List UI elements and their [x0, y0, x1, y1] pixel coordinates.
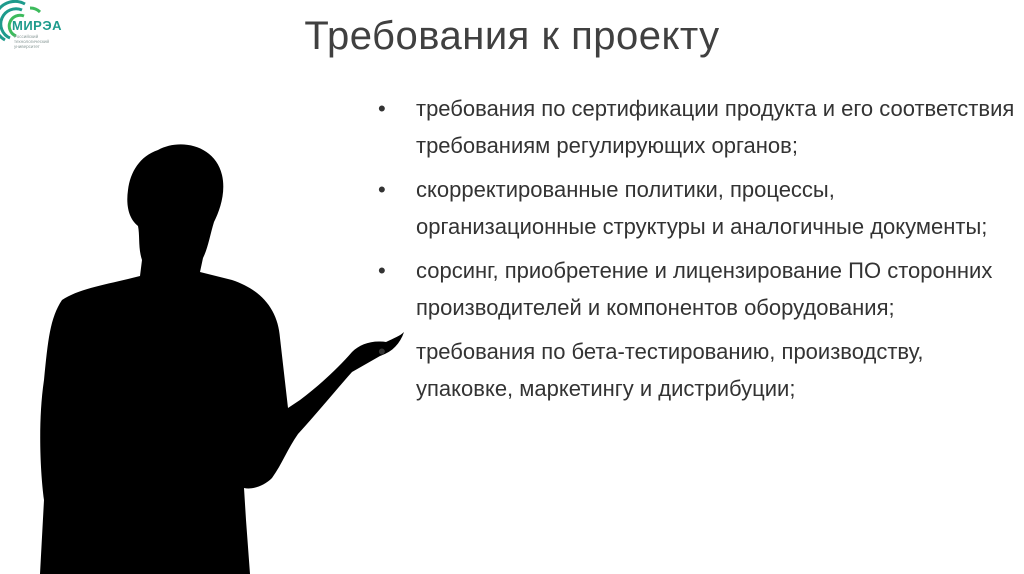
bullet-symbol: •	[378, 177, 386, 202]
bullet-symbol: •	[378, 258, 386, 283]
logo-subtitle: Российский технологический университет	[14, 34, 49, 49]
requirements-list	[375, 90, 1015, 414]
list-item	[375, 171, 1015, 245]
bullet-text: требования по сертификации продукта и его соответствия требованиям регулирующих органов;	[416, 96, 1015, 158]
bullet-symbol: •	[378, 339, 386, 364]
slide-title: Требования к проекту	[304, 14, 720, 58]
bullet-symbol: •	[378, 96, 386, 121]
list-item	[375, 90, 1015, 164]
bullet-text: сорсинг, приобретение и лицензирование ПО сторонних производителей и компонентов оборудования;	[416, 258, 993, 320]
bullet-text: скорректированные политики, процессы, организационные структуры и аналогичные документы;	[416, 177, 988, 239]
list-item	[375, 333, 1015, 407]
logo-name: МИРЭА	[12, 18, 62, 33]
list-item	[375, 252, 1015, 326]
bullet-text: требования по бета-тестированию, производству, упаковке, маркетингу и дистрибуции;	[416, 339, 924, 401]
